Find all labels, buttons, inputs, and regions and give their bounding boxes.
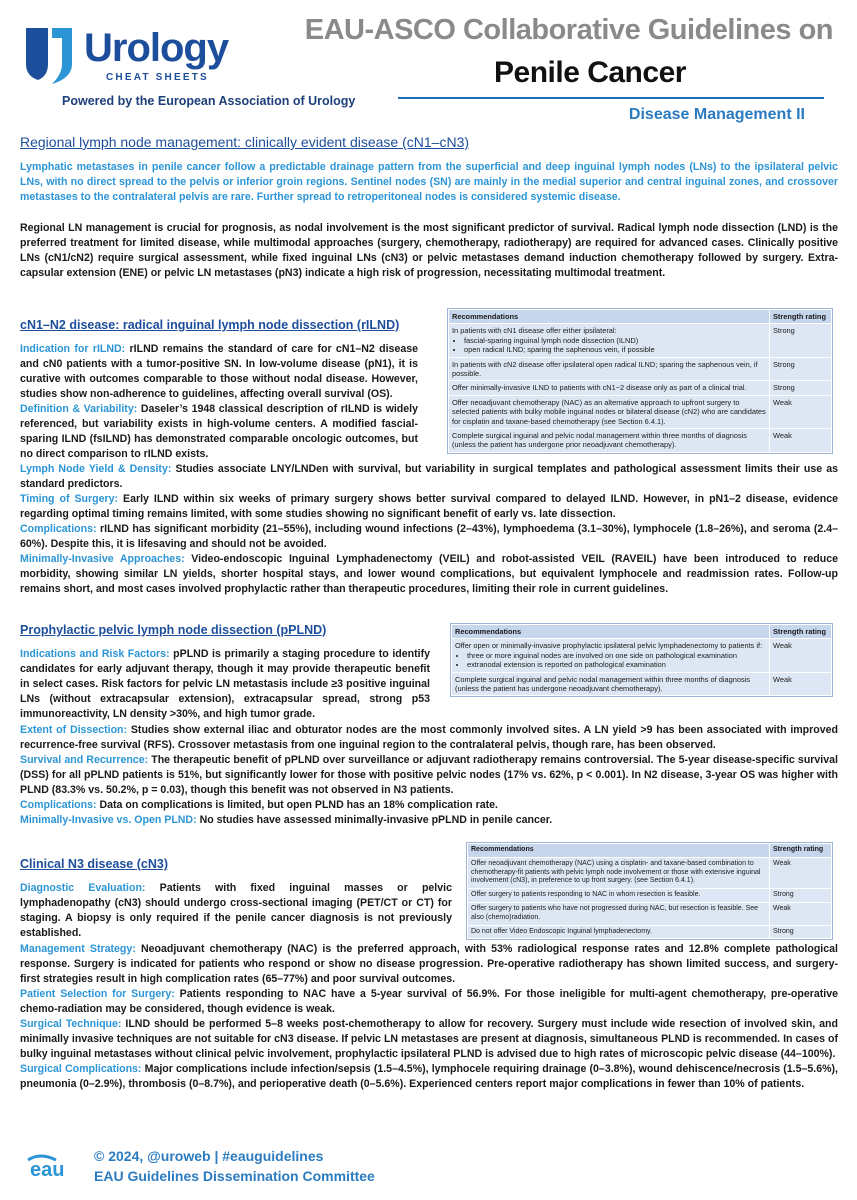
paragraph-label: Lymph Node Yield & Density: [20, 463, 172, 475]
paragraph-text: Major complications include infection/sepsis (1.5–4.5%), lymphocele requiring drainage (0–3.8%), wound dehiscence/necrosis (1.5–5.6%), pneumonia (0–2.9%), thrombosis (0–8.7%), and perioperative death (0–5.6%). Experienced centers report major complications in fewer than 10% of patients. [20, 1063, 838, 1090]
paragraph-label: Timing of Surgery: [20, 493, 119, 505]
strength-rating: Weak [770, 395, 832, 428]
paragraph-label: Indication for rILND: [20, 343, 126, 355]
strength-rating: Weak [770, 902, 832, 925]
paragraph-label: Surgical Technique: [20, 1018, 122, 1030]
strength-rating: Weak [770, 429, 832, 453]
recommendations-table [448, 309, 832, 453]
table-row [452, 672, 832, 696]
strength-rating: Weak [770, 639, 832, 672]
section-cn3-full [20, 942, 838, 1092]
section-body: Regional LN management is crucial for prognosis, as nodal involvement is the most significant predictor of survival. Radical lymph node dissection (LND) is the preferred treatment for limited disease, while multimodal approaches (surgery, chemotherapy, radiotherapy) are required for advanced cases. Clinically positive LNs (cN1/cN2) require surgical assessment, while fixed inguinal LNs (cN3) or pelvic metastases demand induction chemotherapy followed by surgery. Extra-capsular extension (ENE) or pelvic LN metastases (pN3) indicate a high risk of progression, necessitating multimodal treatment. [20, 222, 838, 279]
table-row [452, 639, 832, 672]
paragraph-text: pPLND is primarily a staging procedure to identify candidates for early adjuvant therapy, though it may provide therapeutic benefit in select cases. Risk factors for pelvic LN metastasis include ≥3 positive inguinal LNs (without extracapsular extension), extracapsular spread, strong p53 immunoreactivity, LN density >30%, and high tumor grade. [20, 648, 430, 720]
paragraph-label: Extent of Dissection: [20, 724, 128, 736]
paragraph-definition [20, 402, 418, 462]
paragraph-label: Complications: [20, 799, 97, 811]
table-row [449, 429, 832, 453]
section-tag: Disease Management II [628, 106, 805, 123]
paragraph-text: Daseler’s 1948 classical description of rILND is widely referenced, but variability exists in high-volume centers. A modified fascial-sparing ILND (fsILND) has demonstrated comparable oncologic outcomes, but no direct comparison to rILND exists. [20, 403, 419, 460]
section-heading: cN1–N2 disease: radical inguinal lymph node dissection (rILND) [20, 318, 400, 332]
table-row [449, 357, 832, 381]
paragraph-text: Data on complications is limited, but open PLND has an 18% complication rate. [96, 799, 498, 811]
paragraph-mi-vs-open [20, 813, 838, 828]
paragraph-text: The therapeutic benefit of pPLND over surveillance or adjuvant radiotherapy remains controversial. The 5-year disease-specific survival (DSS) for all pPLND patients is 51%, but significantly lower for those with positive pelvic nodes (17% vs. 62%, p < 0.001). In N2 disease, 3-year OS was higher with PLND (83.3% vs. 50.2%, p = 0.03), though this benefit was not observed in N3 patients. [20, 754, 838, 796]
rec-text: Offer minimally-invasive ILND to patients with cN1−2 disease only as part of a clinical trial. [449, 381, 770, 395]
paragraph-text: Early ILND within six weeks of primary surgery shows better survival compared to delayed ILND. However, in pN1–2 disease, evidence regarding optimal timing remains limited, with some studies showing no significant benefit of early vs. late dissection. [20, 493, 838, 520]
paragraph-label: Definition & Variability: [20, 403, 138, 415]
paragraph-text: Neoadjuvant chemotherapy (NAC) is the preferred approach, with 53% radiological response rates and 12.8% complete pathological response. Surgery is indicated for patients who respond or show no disease progression. Pre-operative radiotherapy has shown limited success, and surgery-first strategies result in high complication rates (65–77%) and poor survival outcomes. [20, 943, 838, 985]
footer-committee: EAU Guidelines Dissemination Committee [94, 1168, 375, 1184]
rec-text: Offer neoadjuvant chemotherapy (NAC) using a cisplatin- and taxane-based combination to chemotherapy-fit patients with pelvic lymph node involvement or those with extensive inguinal involvement (cN3), in preference to up front surgery. (see Section 6.4.1). [468, 857, 770, 888]
paragraph-label: Management Strategy: [20, 943, 136, 955]
paragraph-complications [20, 522, 838, 552]
table-header-recommendations: Recommendations [452, 625, 770, 639]
document-title-line1: EAU-ASCO Collaborative Guidelines on [304, 14, 833, 46]
paragraph-survival [20, 753, 838, 798]
rec-text: Offer surgery to patients who have not progressed during NAC, but resection is feasible. See also (chemo)radiation. [468, 902, 770, 925]
rec-text: In patients with cN1 disease offer either ipsilateral: [452, 326, 617, 336]
logo-wordmark: Urology [84, 26, 229, 70]
paragraph-text: ILND should be performed 5–8 weeks post-chemotherapy to allow for recovery. Surgery must include wide resection of involved skin, and minimally invasive techniques are not suitable for cN3 disease. If pelvic LN metastases are present at diagnosis, simultaneous PLND is recommended. In cases of bulky inguinal metastases without clinical pelvic involvement, prophylactic ipsilateral PLND is advised due to high rates of microscopic pelvic disease (44–100%). [20, 1018, 838, 1060]
paragraph-selection [20, 987, 838, 1017]
section-heading: Regional lymph node management: clinically evident disease (cN1–cN3) [20, 134, 470, 150]
paragraph-text: Patients responding to NAC have a 5-year survival of 56.9%. For those ineligible for multi-agent chemotherapy, pre-operative chemo-radiation may be considered, though evidence is weak. [20, 988, 839, 1015]
paragraph-text: Studies show external iliac and obturator nodes are the most commonly involved sites. A LN yield >9 has been associated with improved recurrence-free survival (RFS). Crossover metastasis from one inguinal region to the contralateral pelvis, though rare, has been observed. [20, 724, 839, 751]
paragraph-indications [20, 647, 430, 722]
table-header-strength: Strength rating [770, 310, 832, 324]
paragraph-minimally-invasive [20, 552, 838, 597]
rec-bullet: • three or more inguinal nodes are involved on one side on pathological examination [467, 651, 766, 660]
table-header-recommendations: Recommendations [449, 310, 770, 324]
paragraph-indication [20, 342, 418, 402]
paragraph-label: Survival and Recurrence: [20, 754, 149, 766]
section-pplnd-full [20, 723, 838, 828]
recommendations-table-rilnd [447, 308, 833, 454]
paragraph-technique [20, 1017, 838, 1062]
paragraph-text: rILND has significant morbidity (21–55%), including wound infections (2–43%), lymphoedema (3.1–30%), lymphocele (1.8–26%), and seroma (2.4–60%). Despite this, it is lifesaving and should not be avoided. [20, 523, 838, 550]
section-pplnd-left [20, 623, 430, 722]
page-header [0, 0, 857, 150]
section-cn3-left [20, 857, 452, 941]
title-divider [398, 97, 824, 99]
table-row [468, 889, 832, 903]
recommendations-table-cn3 [466, 842, 833, 940]
table-row [468, 902, 832, 925]
paragraph-label: Complications: [20, 523, 97, 535]
table-header-strength: Strength rating [770, 625, 832, 639]
table-row [449, 381, 832, 395]
table-row [468, 925, 832, 939]
paragraph-text: rILND remains the standard of care for cN1–N2 disease and cN0 patients with a tumor-positive SN. In low-volume disease (pN1), it is curative with outcomes comparable to those without nodal disease. However, studies show non-adherence to guidelines, affecting overall survival (OS). [20, 343, 419, 400]
rec-text: Offer surgery to patients responding to NAC in whom resection is feasible. [468, 889, 770, 903]
eau-logo-icon [26, 1150, 90, 1180]
strength-rating: Strong [770, 324, 832, 357]
section-rilnd-left [20, 318, 418, 462]
strength-rating: Weak [770, 857, 832, 888]
powered-by-text: Powered by the European Association of Urology [62, 94, 356, 108]
table-header-strength: Strength rating [770, 844, 832, 858]
rec-text: Offer open or minimally-invasive prophylactic ipsilateral pelvic lymphadenectomy to patients if: [455, 641, 763, 651]
recommendations-table [467, 843, 832, 939]
rec-bullet: • fascial-sparing inguinal lymph node dissection (ILND) [464, 336, 766, 345]
recommendations-table [451, 624, 832, 696]
rec-bullet: • open radical ILND; sparing the saphenous vein, if possible [464, 345, 766, 354]
table-header-recommendations: Recommendations [468, 844, 770, 858]
paragraph-label: Diagnostic Evaluation: [20, 882, 146, 894]
strength-rating: Strong [770, 357, 832, 381]
paragraph-management [20, 942, 838, 987]
paragraph-text: Video-endoscopic Inguinal Lymphadenectomy (VEIL) and robot-assisted VEIL (RAVEIL) have been introduced to reduce morbidity, showing similar LN yields, shorter hospital stays, and lower wound complications, but equivalent lymphocele and readmission rates. Follow-up remains short, and most cases involved prophylactic rather than therapeutic procedures, limiting their role in current guidelines. [20, 553, 838, 595]
paragraph-text: Studies associate LNY/LNDen with survival, but variability in surgical templates and pathological assessment limits their use as standard predictors. [20, 463, 839, 490]
section-intro: Lymphatic metastases in penile cancer follow a predictable drainage pattern from the superficial and deep inguinal lymph nodes (LNs) to the ipsilateral pelvic LNs, with no direct spread to the pelvis or inferior groin regions. Sentinel nodes (SN) are mainly in the medial superior and central inguinal zones, and crossover metastases to the contralateral pelvis are rare. Further spread to retroperitoneal nodes is considered systemic disease. [20, 161, 838, 203]
section-heading: Clinical N3 disease (cN3) [20, 857, 168, 871]
paragraph-complications [20, 798, 838, 813]
table-row [468, 857, 832, 888]
logo-subtitle: CHEAT SHEETS [106, 72, 209, 83]
paragraph-timing [20, 492, 838, 522]
strength-rating: Weak [770, 672, 832, 696]
section-rilnd-full [20, 462, 838, 597]
paragraph-label: Patient Selection for Surgery: [20, 988, 175, 1000]
paragraph-lny [20, 462, 838, 492]
rec-text: Complete surgical inguinal and pelvic nodal management within three months of diagnosis (unless the patient has undergone neoadjuvant chemotherapy). [452, 672, 770, 696]
strength-rating: Strong [770, 889, 832, 903]
paragraph-diagnostic [20, 881, 452, 941]
rec-text: Do not offer Video Endoscopic Inguinal lymphadenectomy. [468, 925, 770, 939]
paragraph-extent [20, 723, 838, 753]
paragraph-text: Patients with fixed inguinal masses or pelvic lymphadenopathy (cN3) should undergo cross-sectional imaging (PET/CT or CT) for staging. A biopsy is only required if the penile cancer diagnosis is not previously established. [20, 882, 452, 939]
table-row [449, 324, 832, 357]
section-heading: Prophylactic pelvic lymph node dissection (pPLND) [20, 623, 327, 637]
document-title-line2: Penile Cancer [494, 56, 686, 89]
footer-copyright: © 2024, @uroweb | #eauguidelines [94, 1148, 324, 1164]
paragraph-label: Surgical Complications: [20, 1063, 142, 1075]
paragraph-surgical-complications [20, 1062, 838, 1092]
rec-text: In patients with cN2 disease offer ipsilateral open radical ILND; sparing the saphenous vein, if possible. [449, 357, 770, 381]
paragraph-label: Indications and Risk Factors: [20, 648, 170, 660]
paragraph-label: Minimally-Invasive vs. Open PLND: [20, 814, 197, 826]
strength-rating: Strong [770, 925, 832, 939]
urology-cheat-sheets-logo [22, 24, 262, 94]
paragraph-text: No studies have assessed minimally-invasive pPLND in penile cancer. [196, 814, 553, 826]
shield-logo-icon [22, 24, 76, 88]
rec-bullet: • extranodal extension is reported on pathological examination [467, 660, 766, 669]
recommendations-table-pplnd [450, 623, 833, 697]
svg-text:eau: eau [30, 1159, 65, 1180]
section-regional-ln [20, 134, 838, 281]
paragraph-label: Minimally-Invasive Approaches: [20, 553, 185, 565]
rec-text: Complete surgical inguinal and pelvic nodal management within three months of diagnosis (unless the patient has undergone prior neoadjuvant chemotherapy). [449, 429, 770, 453]
rec-text: Offer neoadjuvant chemotherapy (NAC) as an alternative approach to upfront surgery to selected patients with bulky mobile inguinal nodes or bilateral disease (cN2) who are candidates for cisplatin and taxane-based chemotherapy (see Section 6.4.1). [449, 395, 770, 428]
table-row [449, 395, 832, 428]
strength-rating: Strong [770, 381, 832, 395]
